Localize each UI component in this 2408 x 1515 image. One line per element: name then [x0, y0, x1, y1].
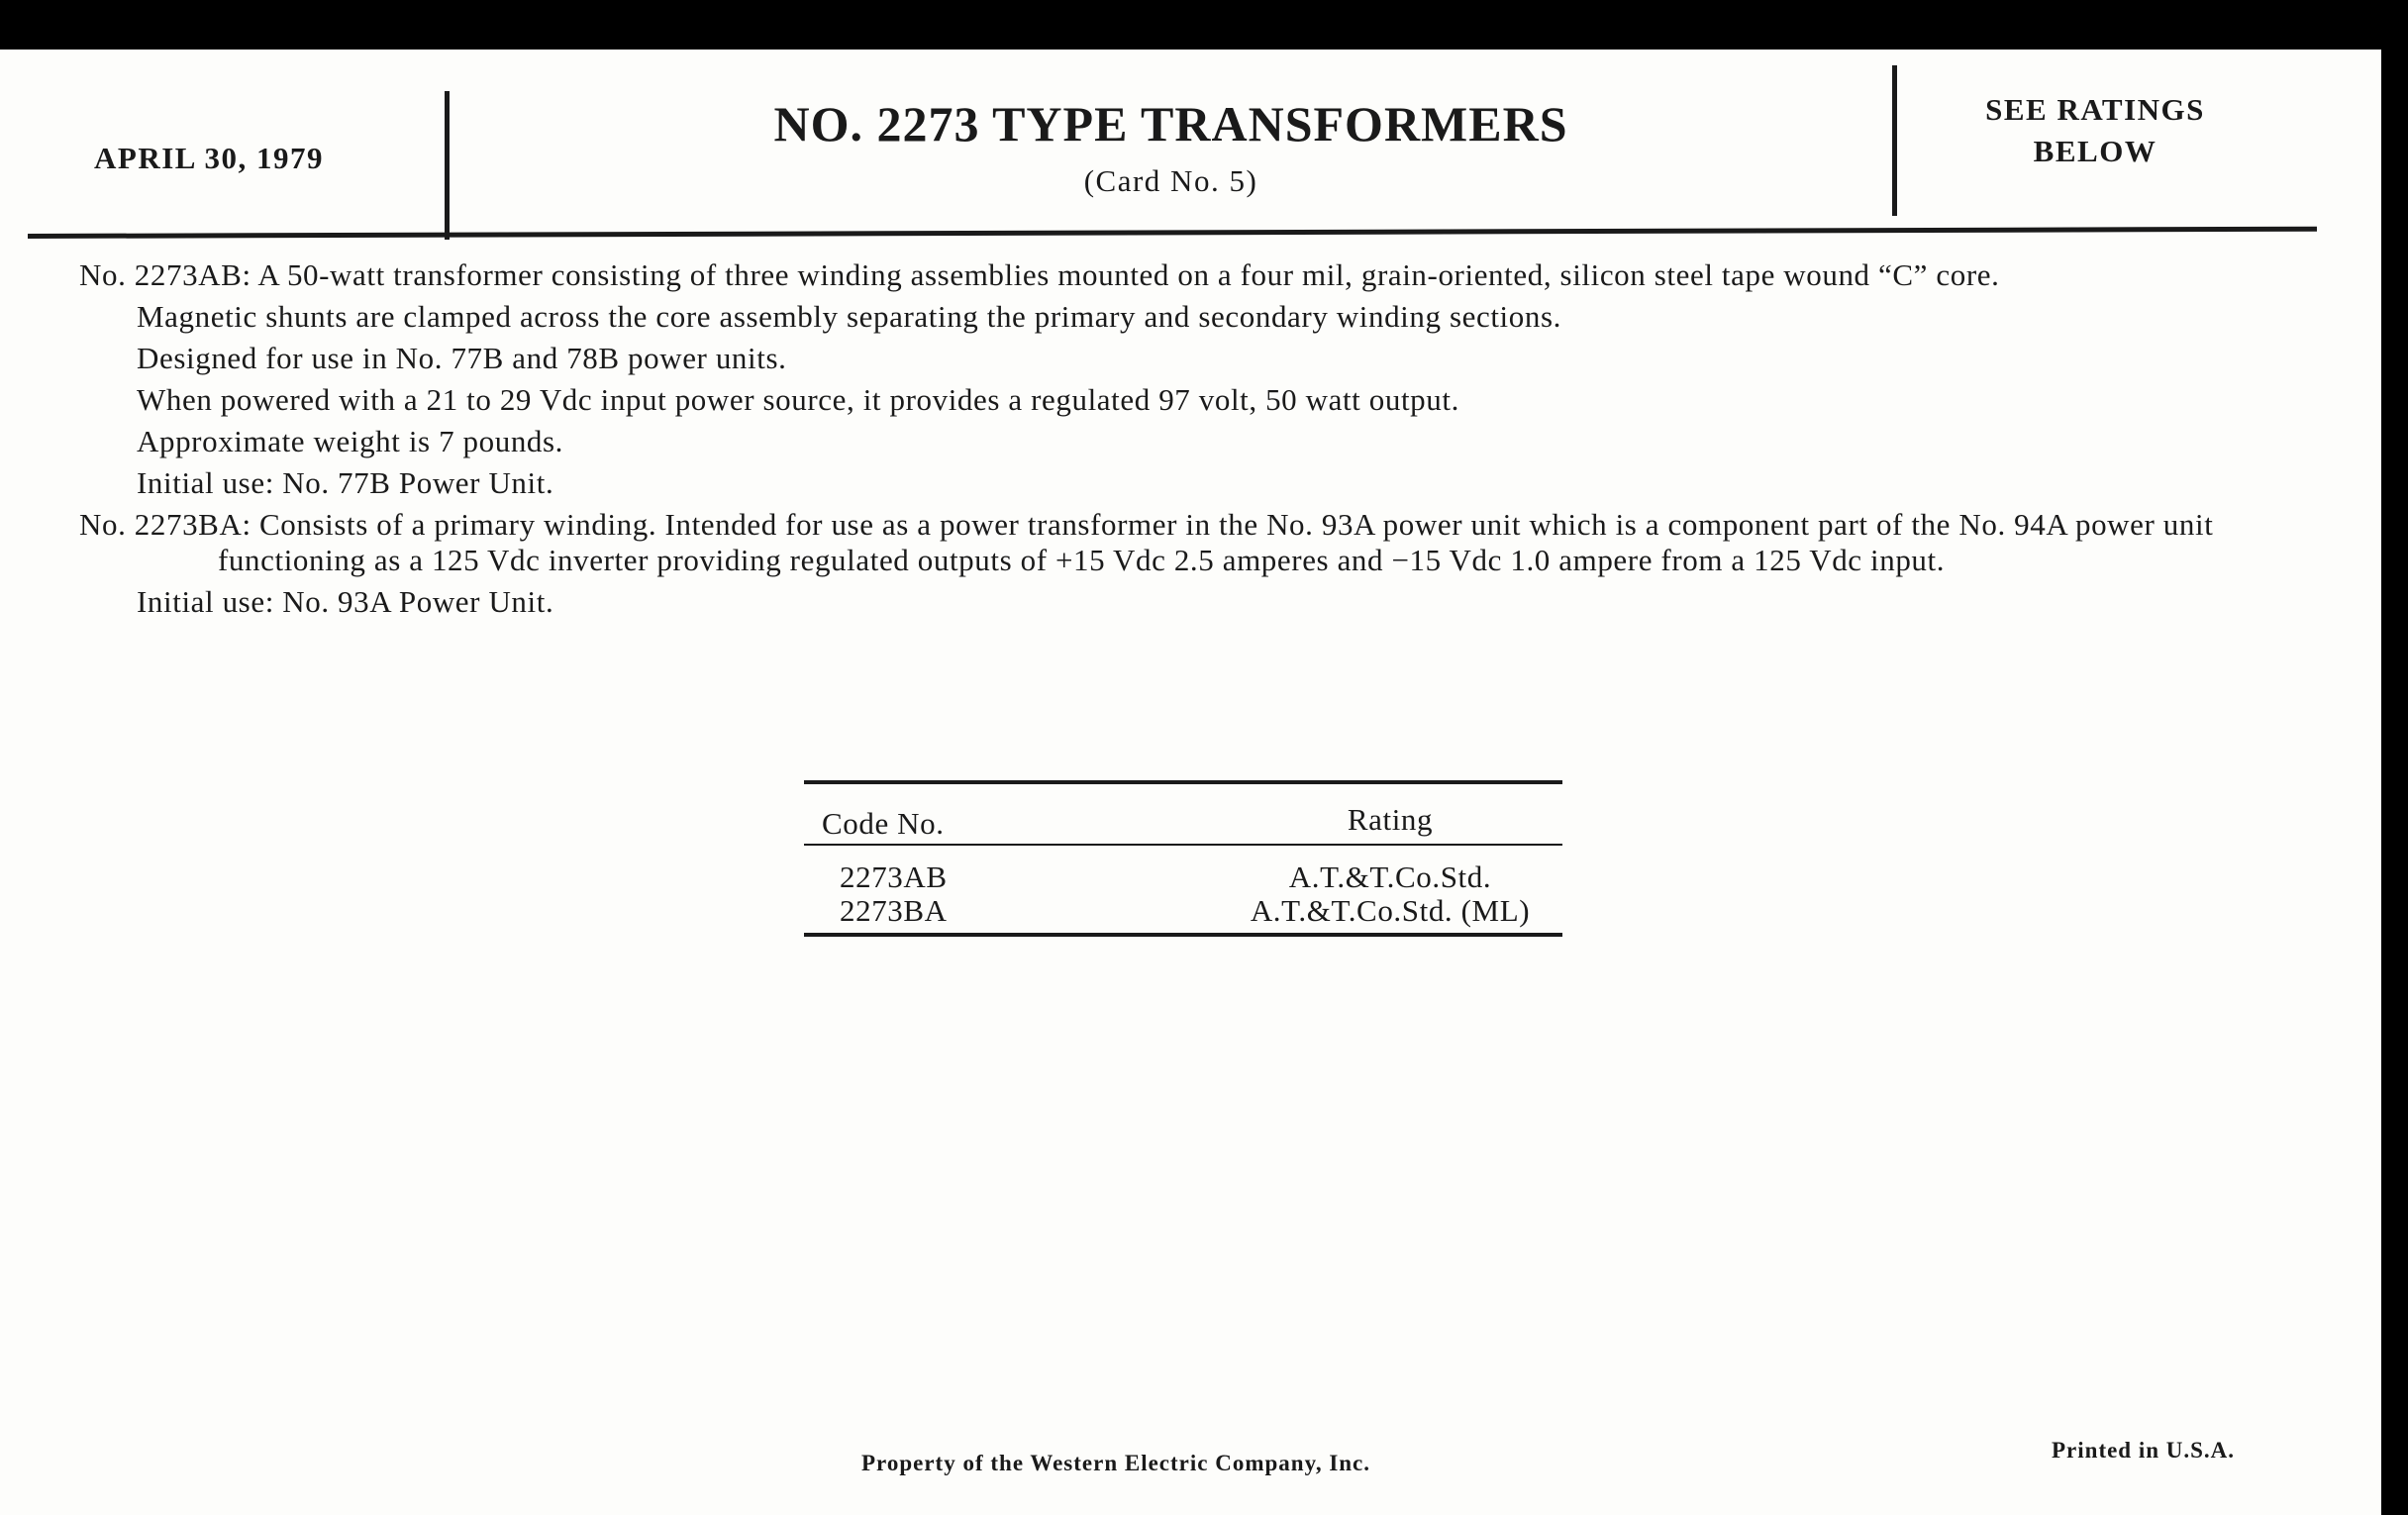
entry-lead: No. 2273AB:: [79, 257, 251, 292]
table-body: [804, 846, 1562, 933]
entry-lead: No. 2273BA:: [79, 507, 251, 542]
ratings-note-line1: SEE RATINGS: [1985, 92, 2205, 127]
ratings-note: [1897, 89, 2293, 172]
catalog-card: [0, 50, 2381, 1515]
entry-2273ba: [79, 507, 2277, 578]
entry-detail: Initial use: No. 77B Power Unit.: [137, 465, 554, 500]
header-code-no: Code No.: [822, 806, 945, 841]
entry-2273ab: [79, 257, 2277, 293]
entry-detail: Initial use: No. 93A Power Unit.: [137, 584, 554, 619]
entry-description: A 50-watt transformer consisting of three winding assemblies mounted on a four mil, grain-oriented, silicon steel tape wound “C” core.: [257, 257, 2000, 292]
row-rating: A.T.&T.Co.Std.: [1288, 859, 1492, 894]
card-date: APRIL 30, 1979: [94, 141, 324, 175]
footer-printed: Printed in U.S.A.: [2052, 1438, 2236, 1463]
table-row: [804, 859, 1562, 893]
row-code: 2273BA: [840, 893, 948, 928]
table-rule-bottom: [804, 933, 1562, 937]
entry-detail: Approximate weight is 7 pounds.: [137, 424, 564, 458]
entry-detail: Designed for use in No. 77B and 78B power units.: [137, 341, 787, 375]
entry-description: Consists of a primary winding. Intended for use as a power transformer in the No. 93A power unit which is a component part of the No. 94A power unit functioning as a 125 Vdc inverter providing regulated outputs of +15 Vdc 2.5 amperes and −15 Vdc 1.0 ampere from a 125 Vdc input.: [218, 507, 2214, 577]
table-row: [804, 893, 1562, 927]
card-title: NO. 2273 TYPE TRANSFORMERS: [773, 96, 1568, 152]
card-number: (Card No. 5): [1083, 163, 1258, 198]
row-rating: A.T.&T.Co.Std. (ML): [1250, 893, 1531, 928]
card-body: [79, 257, 2277, 626]
ratings-note-line2: BELOW: [2033, 134, 2157, 168]
header-rating: Rating: [1347, 802, 1434, 837]
entry-detail: When powered with a 21 to 29 Vdc input power source, it provides a regulated 97 volt, 50 watt output.: [137, 382, 1459, 417]
footer-property: Property of the Western Electric Company, Inc.: [861, 1451, 1371, 1475]
header-rule: [28, 227, 2317, 239]
entry-detail: Magnetic shunts are clamped across the core assembly separating the primary and secondary winding sections.: [137, 299, 1561, 334]
row-code: 2273AB: [840, 859, 948, 894]
ratings-table: [804, 780, 1562, 937]
table-header: [804, 784, 1562, 844]
